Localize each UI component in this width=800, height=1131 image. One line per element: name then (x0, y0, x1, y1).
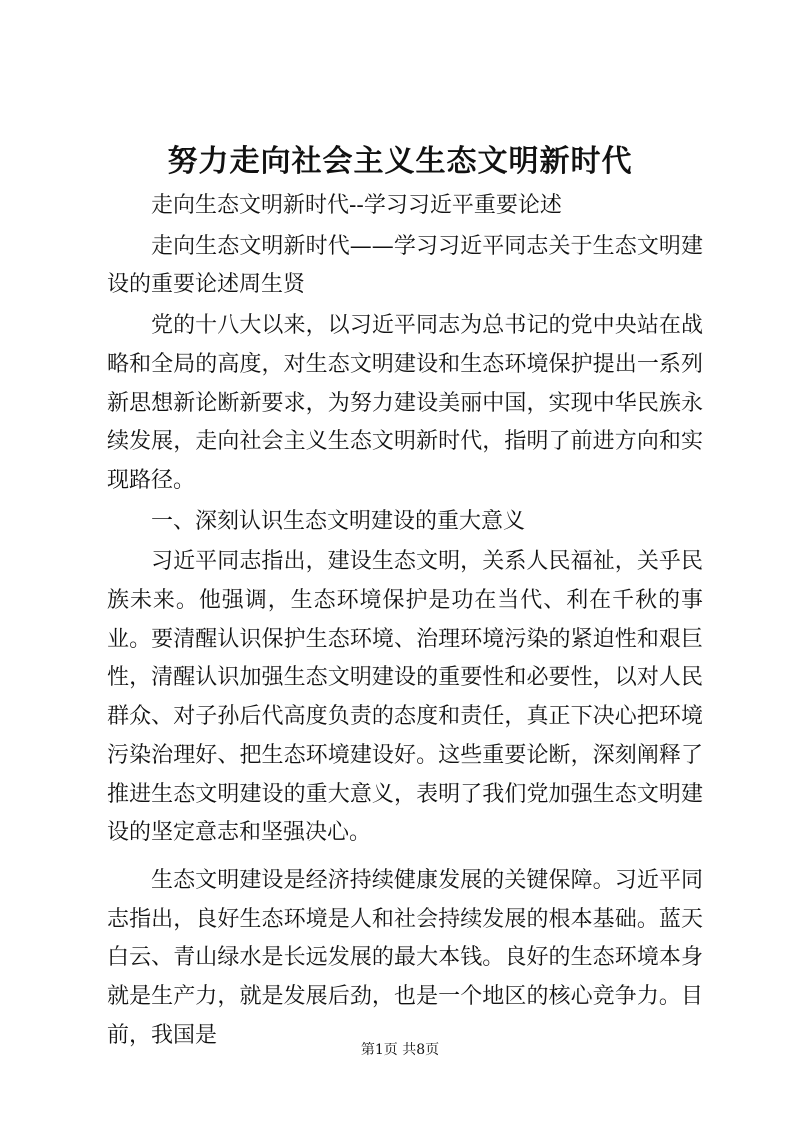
paragraph-subtitle: 走向生态文明新时代--学习习近平重要论述 (151, 193, 562, 218)
section-heading-1: 一、深刻认识生态文明建设的重大意义 (151, 508, 526, 534)
paragraph-heading-line: 走向生态文明新时代——学习习近平同志关于生态文明建设的重要论述周生贤 (107, 233, 703, 298)
document-body (107, 187, 703, 1055)
paragraph-significance: 习近平同志指出，建设生态文明，关系人民福祉，关乎民族未来。他强调，生态环境保护是功在当代、利在千秋的事业。要清醒认识保护生态环境、治理环境污染的紧迫性和艰巨性，清醒认识加强生态文明建设的重要性和必要性，以对人民群众、对子孙后代高度负责的态度和责任，真正下决心把环境污染治理好、把生态环境建设好。这些重要论断，深刻阐释了推进生态文明建设的重大意义，表明了我们党加强生态文明建设的坚定意志和坚强决心。 (107, 549, 703, 846)
paragraph-intro: 党的十八大以来，以习近平同志为总书记的党中央站在战略和全局的高度，对生态文明建设和生态环境保护提出一系列新思想新论断新要求，为努力建设美丽中国，实现中华民族永续发展，走向社会主义生态文明新时代，指明了前进方向和实现路径。 (107, 313, 703, 493)
page-footer: 第1页 共8页 (360, 1042, 440, 1058)
document-title: 努力走向社会主义生态文明新时代 (167, 144, 633, 179)
paragraph-economy: 生态文明建设是经济持续健康发展的关键保障。习近平同志指出，良好生态环境是人和社会持续发展的根本基础。蓝天白云、青山绿水是长远发展的最大本钱。良好的生态环境本身就是生产力，就是发展后劲，也是一个地区的核心竞争力。目前，我国是 (107, 867, 703, 1048)
